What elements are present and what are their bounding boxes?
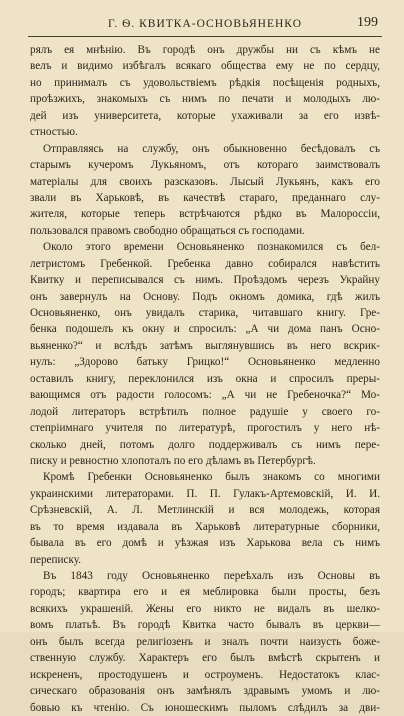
text-line: вьяненко?“ и вслѣдъ затѣмъ выглянувшись въ него вскрик- <box>30 339 380 352</box>
page-number: 199 <box>357 15 378 30</box>
body-text <box>30 42 380 716</box>
text-line: стностью. <box>30 126 78 139</box>
text-line: вомъ платьѣ. Въ городѣ Квитка часто бывалъ въ церкви— <box>30 619 380 632</box>
text-line: писку и ревностно хлопоталъ по его дѣламъ въ Петербургѣ. <box>30 454 316 467</box>
text-line: степріимнаго учителя по литературѣ, прогостилъ у него нѣ- <box>30 422 380 435</box>
text-line: рялъ ея мнѣнію. Въ городѣ онъ дружбы ни съ кѣмъ не <box>30 44 380 56</box>
text-line: онъ былъ всегда религіозенъ и зналъ почти наизусть боже- <box>30 635 380 648</box>
text-line: Квитку и переписывался съ нимъ. Проѣздомъ черезъ Украйну <box>30 274 380 287</box>
text-line: Отправляясь на службу, онъ обыкновенно бесѣдовалъ съ <box>43 142 380 155</box>
text-line: летристомъ Гребенкой. Гребенка давно собирался навѣстить <box>30 257 380 270</box>
text-line: Кромѣ Гребенки Основьяненко былъ знакомъ со многими <box>43 471 380 484</box>
text-line: велъ и видимо избѣгалъ всякаго общества ему не по сердцу, <box>30 60 380 73</box>
text-line: пользовался правомъ свободно обращаться съ господами. <box>30 224 305 237</box>
text-line: бовью къ чтенію. Съ юношескимъ пыломъ слѣдилъ за дви- <box>30 701 380 714</box>
text-line: сколько дней, потомъ долго поддерживалъ съ нимъ пере- <box>30 438 380 451</box>
text-line: дей изъ университета, которые ухаживали за его извѣ- <box>30 109 380 122</box>
text-line: звали въ Харьковѣ, въ качествѣ стараго, преданнаго слу- <box>30 191 380 204</box>
text-line: но принималъ съ удовольствіемъ рѣдкія посѣщенія родныхъ, <box>30 76 380 89</box>
text-line: лодой литераторъ встрѣтилъ полное радушіе у своего го- <box>30 405 380 418</box>
text-line: бывала въ его домѣ и уѣзжая изъ Харькова вела съ нимъ <box>30 537 380 550</box>
text-line: вающимся отъ радости голосомъ: „А чи не Гребеночка?“ Мо- <box>30 389 380 402</box>
text-line: въ то время издавала въ Харьковѣ литературные сборники, <box>30 520 380 533</box>
text-line: нулъ: „Здорово батьку Грицко!“ Основьяненко медленно <box>30 356 380 369</box>
text-line: Основьяненко, онъ увидалъ старика, читавшаго книгу. Гре- <box>30 307 380 319</box>
text-line: проѣзжихъ, знакомыхъ съ нимъ по печати и молодыхъ лю- <box>30 93 380 106</box>
text-line: сическаго образованія онъ замѣнялъ здравымъ умомъ и лю- <box>30 685 380 698</box>
text-line: матеріалы для своихъ разсказовъ. Лысый Лукьянъ, какъ его <box>30 175 380 188</box>
text-line: старымъ кучеромъ Лукьяномъ, отъ котораго заимствовалъ <box>30 159 380 172</box>
text-line: жителя, которые теперь встрѣчаются рѣдко въ Малороссіи, <box>30 208 380 221</box>
text-line: переписку. <box>30 553 81 566</box>
text-line: украинскими литераторами. П. П. Гулакъ-Артемовскій, И. И. <box>30 487 380 500</box>
text-line: онъ завернулъ на Основу. Подъ окномъ домика, гдѣ жилъ <box>30 290 380 303</box>
text-line: оставилъ книгу, переклонился изъ окна и спросилъ преры- <box>30 372 380 385</box>
text-line: всякихъ украшеній. Жены его никто не видалъ въ шелко- <box>30 602 380 615</box>
text-line: Срѣзневскій, А. Л. Метлинскій и вся молодежь, которая <box>30 504 380 517</box>
text-line: искрененъ, простодушенъ и остроуменъ. Недостатокъ клас- <box>30 668 380 681</box>
text-line: бенка подошелъ къ окну и спросилъ: „А чи дома панъ Осно- <box>30 323 380 336</box>
running-header <box>28 10 382 37</box>
header-title: Г. Ѳ. КВИТКА-ОСНОВЬЯНЕНКО <box>107 18 302 30</box>
text-line: Около этого времени Основьяненко познакомился съ бел- <box>43 241 380 254</box>
text-line: Въ 1843 году Основьяненко переѣхалъ изъ Основы въ <box>43 570 380 582</box>
text-line: городъ; квартира его и ея меблировка были просты, безъ <box>30 586 380 599</box>
text-line: ственную службу. Характеръ его былъ вмѣстѣ скрытенъ и <box>30 652 380 665</box>
